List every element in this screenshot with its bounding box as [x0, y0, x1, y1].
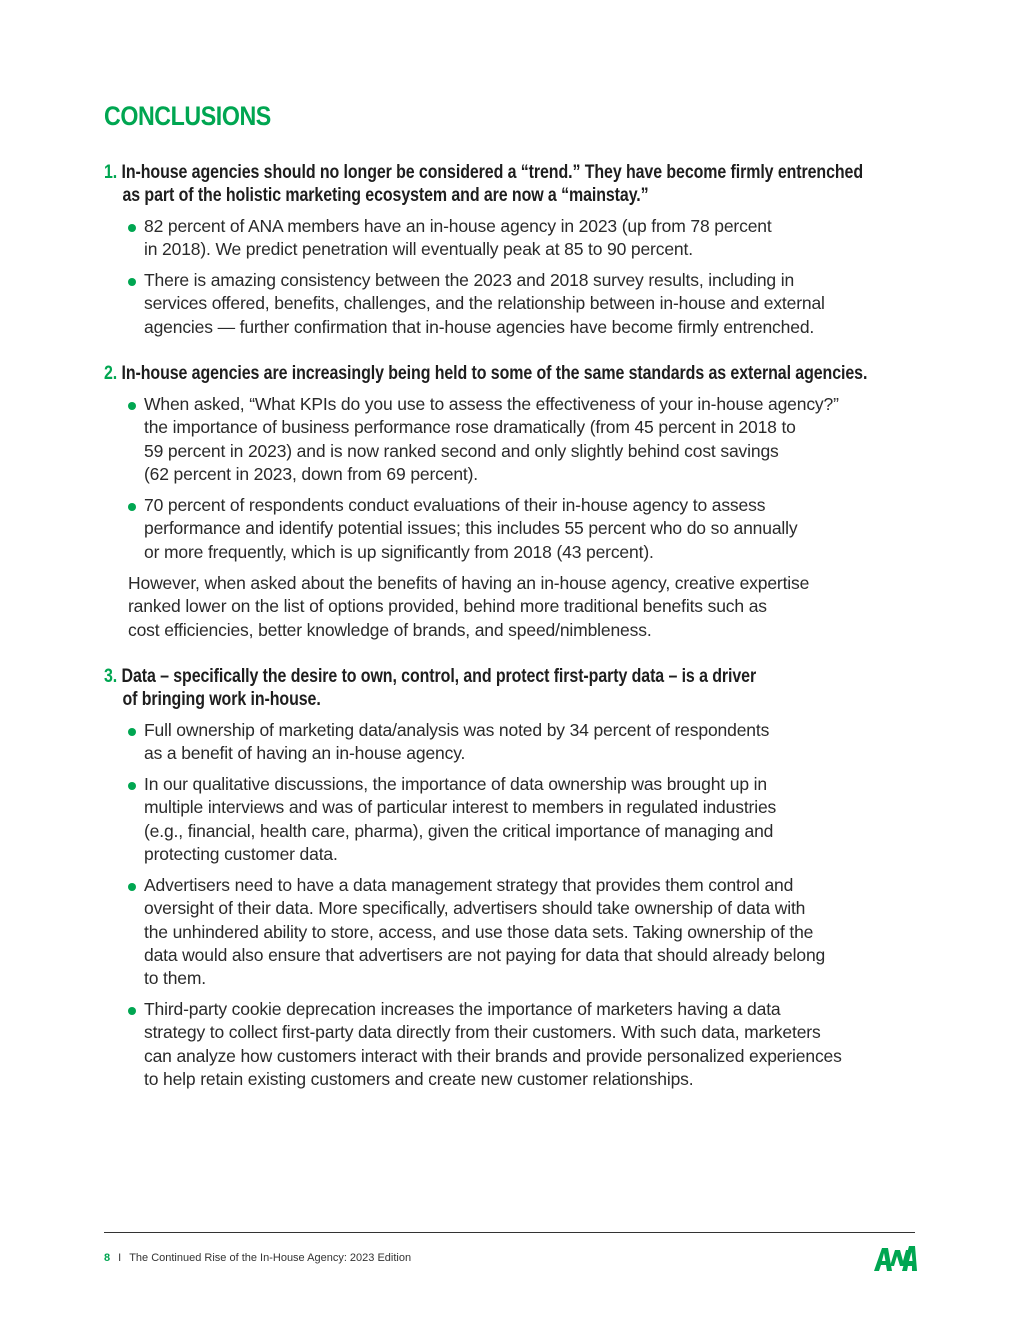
page-number: 8 [104, 1252, 111, 1264]
list-item: Third-party cookie deprecation increases the importance of marketers having a data strategy to collect first-party data directly from their customers. With such data, marketers can analyze how customers interact with their brands and provide personalized experiences to help retain existing customers and create new customer relationships. [128, 998, 928, 1091]
footer-separator: I [118, 1252, 122, 1264]
bullet-icon [128, 883, 136, 891]
section-1-heading: 1. In-house agencies should no longer be considered a “trend.” They have become firmly entrenched as part of the holistic marketing ecosystem and are now a “mainstay.” [104, 162, 864, 206]
footer [104, 1252, 411, 1264]
section-3-heading: 3. Data – specifically the desire to own, control, and protect first-party data – is a driver of bringing work in-house. [104, 666, 757, 710]
list-item: Full ownership of marketing data/analysis was noted by 34 percent of respondents as a benefit of having an in-house agency. [128, 719, 928, 766]
list-item: 70 percent of respondents conduct evaluations of their in-house agency to assess performance and identify potential issues; this includes 55 percent who do so annually or more frequently, which is up significantly from 2018 (43 percent). [128, 494, 928, 564]
section-number: 3. [104, 666, 118, 687]
bullet-icon [128, 402, 136, 410]
bullet-icon [128, 503, 136, 511]
footer-divider [104, 1232, 915, 1233]
bullet-icon [128, 728, 136, 736]
bullet-icon [128, 782, 136, 790]
list-item: When asked, “What KPIs do you use to assess the effectiveness of your in-house agency?” the importance of business performance rose dramatically (from 45 percent in 2018 to 59 percent in 2023) and is now ranked second and only slightly behind cost savings (62 percent in 2023, down from 69 percent). [128, 393, 928, 486]
bullet-icon [128, 278, 136, 286]
bullet-icon [128, 224, 136, 232]
section-number: 2. [104, 363, 118, 384]
page-title: CONCLUSIONS [104, 101, 271, 131]
footer-title: The Continued Rise of the In-House Agency: 2023 Edition [129, 1252, 412, 1264]
section-2-heading: 2. In-house agencies are increasingly being held to some of the same standards as external agencies. [104, 363, 868, 384]
list-item: In our qualitative discussions, the importance of data ownership was brought up in multiple interviews and was of particular interest to members in regulated industries (e.g., financial, health care, pharma), given the critical importance of managing and protecting customer data. [128, 773, 928, 866]
list-item: 82 percent of ANA members have an in-house agency in 2023 (up from 78 percent in 2018). We predict penetration will eventually peak at 85 to 90 percent. [128, 215, 928, 262]
bullet-icon [128, 1007, 136, 1015]
section-2-paragraph: However, when asked about the benefits of having an in-house agency, creative expertise ranked lower on the list of options provided, behind more traditional benefits such as cost efficiencies, better knowledge of brands, and speed/nimbleness. [128, 573, 810, 640]
section-number: 1. [104, 162, 118, 183]
ana-logo-icon [872, 1244, 918, 1272]
list-item: There is amazing consistency between the 2023 and 2018 survey results, including in services offered, benefits, challenges, and the relationship between in-house and external agencies — further confirmation that in-house agencies have become firmly entrenched. [128, 269, 928, 339]
list-item: Advertisers need to have a data management strategy that provides them control and oversight of their data. More specifically, advertisers should take ownership of data with the unhindered ability to store, access, and use those data sets. Taking ownership of the data would also ensure that advertisers are not paying for data that should already belong to them. [128, 874, 928, 990]
